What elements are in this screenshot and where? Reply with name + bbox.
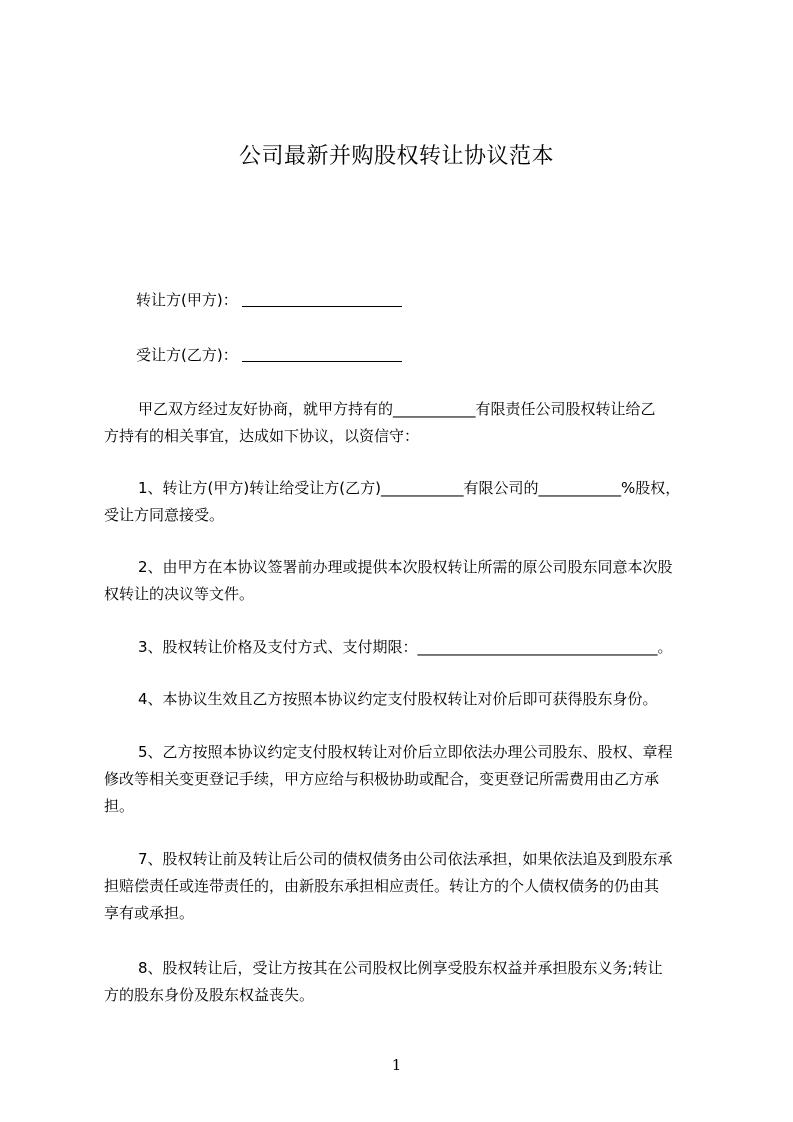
transferor-blank [242,292,402,307]
clause-7-line-3: 享有或承担。 [104,904,195,922]
clause-7-line-1: 7、股权转让前及转让后公司的债权债务由公司依法承担，如果依法追及到股东承 [138,850,673,868]
clause-5-line-2: 修改等相关变更登记手续，甲方应给与积极协助或配合，变更登记所需费用由乙方承 [104,770,660,788]
clause-7 [104,846,716,927]
intro-paragraph [104,396,716,450]
transferee-blank [242,347,402,362]
clause-1 [104,475,716,529]
intro-line-2: 方持有的相关事宜，达成如下协议，以资信守： [104,427,420,445]
clause-2-line-1: 2、由甲方在本协议签署前办理或提供本次股权转让所需的原公司股东同意本次股 [138,558,673,576]
transferor-label: 转让方(甲方)： [136,291,238,309]
clause-5 [104,739,716,820]
clause-4-line-1: 4、本协议生效且乙方按照本协议约定支付股权转让对价后即可获得股东身份。 [138,690,658,708]
clause-7-line-2: 担赔偿责任或连带责任的，由新股东承担相应责任。转让方的个人债权债务的仍由其 [104,877,660,895]
clause-1-line-2: 受让方同意接受。 [104,506,225,524]
clause-2-line-2: 权转让的决议等文件。 [104,585,255,603]
transferee-line [136,345,402,365]
clause-5-line-3: 担。 [104,797,135,815]
clause-2 [104,554,716,608]
clause-8-line-1: 8、股权转让后，受让方按其在公司股权比例享受股东权益并承担股东义务;转让 [138,959,663,977]
document-title: 公司最新并购股权转让协议范本 [238,144,554,169]
clause-5-line-1: 5、乙方按照本协议约定支付股权转让对价后立即依法办理公司股东、股权、章程 [138,743,673,761]
clause-1-line-1: 1、转让方(甲方)转让给受让方(乙方)___________有限公司的___________%股权， [138,479,681,497]
page-number: 1 [391,1056,402,1074]
transferee-label: 受让方(乙方)： [136,346,238,364]
clause-3 [104,634,716,661]
clause-3-line-1: 3、股权转让价格及支付方式、支付期限：________________________________。 [138,638,673,656]
transferor-line [136,290,402,310]
clause-8 [104,955,716,1009]
clause-4 [104,686,716,713]
intro-line-1: 甲乙双方经过友好协商，就甲方持有的___________有限责任公司股权转让给乙 [138,400,656,418]
clause-8-line-2: 方的股东身份及股东权益丧失。 [104,986,315,1004]
